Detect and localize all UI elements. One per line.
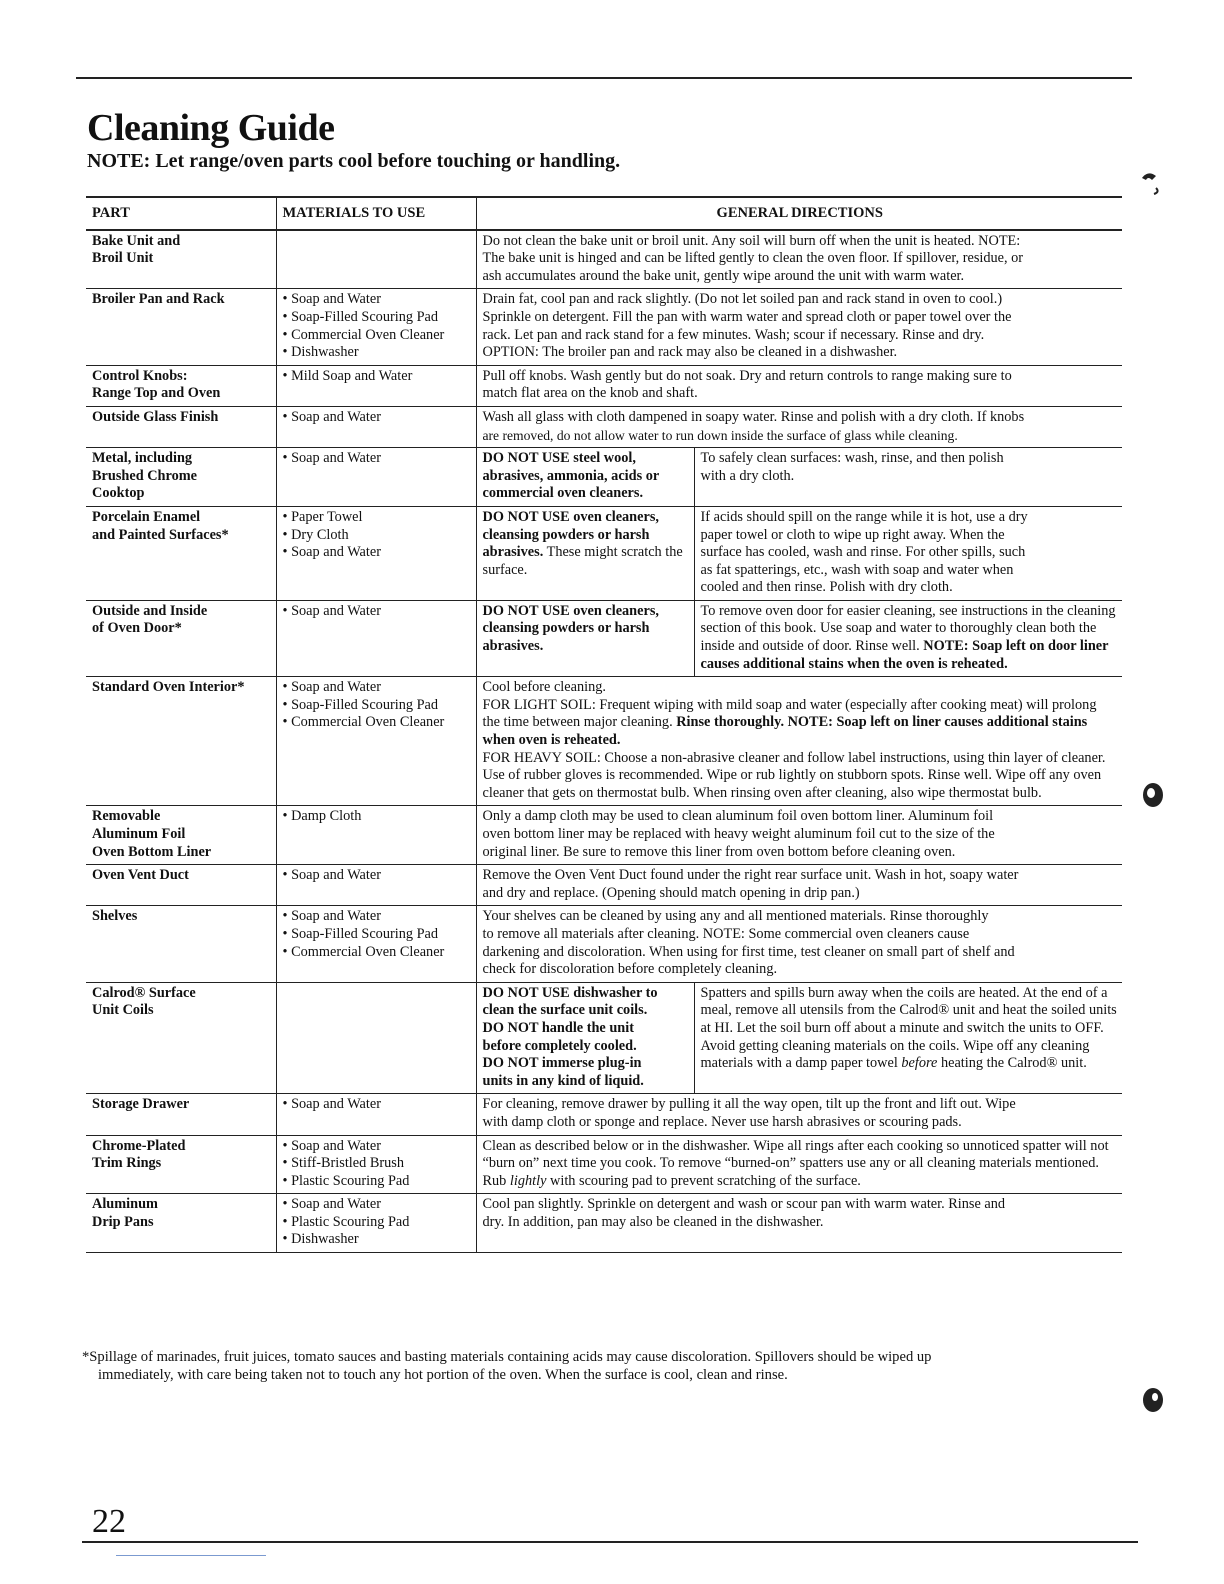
material-item: • Dishwasher [282, 1231, 359, 1248]
margin-mark-icon [1138, 168, 1164, 198]
header-directions: GENERAL DIRECTIONS [476, 197, 1122, 230]
direction-text [695, 507, 1123, 600]
warning-line: before completely cooled. [482, 1037, 637, 1054]
materials-cell [276, 506, 476, 600]
table-row [86, 1094, 1122, 1135]
material-item: • Commercial Oven Cleaner [282, 326, 445, 343]
part-cell [86, 506, 276, 600]
directions-cell [476, 982, 1122, 1094]
material-item: • Soap and Water [282, 908, 381, 925]
margin-mark-icon [1140, 1385, 1166, 1415]
part-line: Oven Bottom Liner [92, 843, 212, 860]
part-line: Broil Unit [92, 250, 154, 267]
cleaning-table [86, 196, 1122, 1253]
part-cell [86, 806, 276, 865]
direction-line: surface has cooled, wash and rinse. For other spills, such [700, 544, 1026, 561]
material-item: • Mild Soap and Water [282, 367, 413, 384]
direction-line: with a dry cloth. [700, 467, 795, 484]
footnote [82, 1348, 1122, 1384]
materials-cell [276, 1094, 476, 1135]
table-row [86, 906, 1122, 982]
part-line: Trim Rings [92, 1155, 162, 1172]
footnote-line: *Spillage of marinades, fruit juices, tomato sauces and basting materials containing acids may cause discoloration. Spillovers should be wiped up [82, 1349, 932, 1365]
footnote-line: immediately, with care being taken not to touch any hot portion of the oven. When the surface is cool, clean and rinse. [98, 1367, 788, 1383]
direction-line: oven bottom liner may be replaced with heavy weight aluminum foil cut to the size of the [482, 826, 995, 842]
header-materials: MATERIALS TO USE [276, 197, 476, 230]
directions-cell [476, 906, 1122, 982]
page-note: NOTE: Let range/oven parts cool before touching or handling. [87, 150, 621, 172]
warning-text [477, 448, 695, 506]
table-row [86, 1194, 1122, 1253]
part-cell [86, 865, 276, 906]
part-line: Broiler Pan and Rack [92, 291, 225, 308]
direction-plain: FOR LIGHT SOIL: Frequent wiping with mild soap and water (especially after cooking meat) will prolong the time between major cleaning. [482, 696, 1097, 731]
part-cell [86, 677, 276, 806]
direction-line: Pull off knobs. Wash gently but do not soak. Dry and return controls to range making sure to [482, 367, 1012, 384]
material-item: • Soap and Water [282, 867, 381, 884]
part-cell [86, 600, 276, 676]
direction-line: Cool before cleaning. [482, 679, 606, 696]
materials-cell [276, 1135, 476, 1194]
table-row [86, 1135, 1122, 1194]
direction-plain: To remove oven door for easier cleaning, see instructions in the cleaning section of this book. Use soap and water to thoroughly clean both the inside and outside of door. Rinse well. [700, 602, 1116, 655]
materials-cell [276, 448, 476, 507]
materials-cell [276, 289, 476, 365]
table-row [86, 982, 1122, 1094]
directions-cell [476, 600, 1122, 676]
table-row [86, 806, 1122, 865]
materials-cell [276, 806, 476, 865]
material-item: • Soap and Water [282, 1196, 381, 1213]
materials-cell [276, 365, 476, 406]
warning-line: DO NOT USE oven cleaners, [482, 602, 659, 619]
direction-line: OPTION: The broiler pan and rack may also be cleaned in a dishwasher. [482, 344, 898, 361]
directions-cell [476, 865, 1122, 906]
direction-plain: Spatters and spills burn away when the coils are heated. At the end of a meal, remove all utensils from the Calrod® unit and heat the soiled units at HI. Let the soil burn off about a minute and switch the units to OFF. Avoid getting cleaning materials on the coils. Wipe off any cleaning materials with a damp paper towel [700, 984, 1117, 1072]
part-line: Calrod® Surface [92, 984, 196, 1001]
directions-cell [476, 230, 1122, 289]
direction-end: with scouring pad to prevent scratching of the surface. [546, 1172, 861, 1189]
part-line: and Painted Surfaces* [92, 526, 229, 543]
warning-line: DO NOT immerse plug-in [482, 1055, 642, 1072]
part-line: Drip Pans [92, 1213, 154, 1230]
part-line: Aluminum [92, 1196, 158, 1213]
part-line: Storage Drawer [92, 1096, 190, 1113]
part-line: Porcelain Enamel [92, 508, 201, 525]
warning-line: abrasives. [482, 638, 544, 655]
table-row [86, 448, 1122, 507]
warning-text [477, 983, 695, 1094]
direction-bold: NOTE: Soap left on door liner causes additional stains when the oven is reheated. [700, 638, 1109, 672]
part-line: Metal, including [92, 450, 193, 467]
material-item: • Soap and Water [282, 544, 381, 561]
part-line: Aluminum Foil [92, 826, 186, 842]
part-cell [86, 365, 276, 406]
warning-plain: These might scratch the surface. [482, 544, 683, 578]
part-cell [86, 1094, 276, 1135]
directions-cell [476, 406, 1122, 447]
material-item: • Soap and Water [282, 1096, 381, 1113]
material-item: • Soap and Water [282, 408, 381, 425]
table-row [86, 406, 1122, 447]
directions-cell [476, 677, 1122, 806]
warning-line: clean the surface unit coils. [482, 1002, 648, 1019]
material-item: • Soap and Water [282, 1137, 381, 1154]
materials-cell [276, 982, 476, 1094]
directions-cell [476, 806, 1122, 865]
material-item: • Soap and Water [282, 679, 381, 696]
part-line: Bake Unit and [92, 232, 181, 249]
margin-mark-icon [1140, 780, 1166, 810]
direction-line: darkening and discoloration. When using for first time, test cleaner on small part of shelf and [482, 943, 1015, 960]
part-cell [86, 448, 276, 507]
table-row [86, 289, 1122, 365]
materials-cell [276, 1194, 476, 1253]
direction-line: For cleaning, remove drawer by pulling it all the way open, tilt up the front and lift out. Wipe [482, 1096, 1016, 1113]
table-header-row [86, 197, 1122, 230]
warning-line: DO NOT USE dishwasher to [482, 984, 658, 1001]
material-item: • Paper Towel [282, 508, 363, 525]
part-cell [86, 1194, 276, 1253]
part-cell [86, 406, 276, 447]
warning-line: units in any kind of liquid. [482, 1072, 644, 1089]
directions-cell [476, 506, 1122, 600]
warning-text [477, 601, 695, 676]
directions-cell [476, 448, 1122, 507]
material-item: • Plastic Scouring Pad [282, 1172, 410, 1189]
part-line: Oven Vent Duct [92, 867, 189, 884]
table-row [86, 677, 1122, 806]
part-line: Unit Coils [92, 1002, 154, 1019]
direction-line: with damp cloth or sponge and replace. Never use harsh abrasives or scouring pads. [482, 1113, 962, 1130]
direction-text [695, 448, 1123, 506]
material-item: • Commercial Oven Cleaner [282, 943, 445, 960]
warning-line: abrasives, ammonia, acids or [482, 467, 660, 484]
part-cell [86, 230, 276, 289]
material-item: • Stiff-Bristled Brush [282, 1155, 405, 1172]
direction-line: Your shelves can be cleaned by using any and all mentioned materials. Rinse thoroughly [482, 908, 989, 925]
direction-line: to remove all materials after cleaning. NOTE: Some commercial oven cleaners cause [482, 925, 970, 942]
materials-cell [276, 906, 476, 982]
bottom-tab-line [116, 1555, 266, 1556]
part-line: Standard Oven Interior* [92, 679, 245, 696]
material-item: • Damp Cloth [282, 808, 362, 825]
direction-end: heating the Calrod® unit. [937, 1055, 1087, 1072]
direction-text [695, 601, 1123, 676]
warning-line: DO NOT USE steel wool, [482, 450, 636, 467]
material-item: • Soap-Filled Scouring Pad [282, 925, 439, 942]
direction-italic: before [901, 1055, 938, 1072]
directions-cell [476, 1194, 1122, 1253]
table-row [86, 230, 1122, 289]
direction-paragraph [483, 697, 1118, 750]
part-line: Shelves [92, 908, 138, 925]
direction-line: Drain fat, cool pan and rack slightly. (Do not let soiled pan and rack stand in oven to cool.) [482, 291, 1003, 308]
direction-line: check for discoloration before completely cleaning. [482, 961, 778, 978]
direction-line: If acids should spill on the range while it is hot, use a dry [700, 508, 1028, 525]
table-row [86, 865, 1122, 906]
direction-line: original liner. Be sure to remove this liner from oven bottom before cleaning oven. [482, 843, 956, 860]
material-item: • Soap and Water [282, 291, 381, 308]
direction-line: as fat spatterings, etc., wash with soap and water when [700, 561, 1014, 578]
materials-cell [276, 677, 476, 806]
part-cell [86, 906, 276, 982]
directions-cell [476, 289, 1122, 365]
direction-line: and dry and replace. (Opening should match opening in drip pan.) [482, 884, 860, 901]
part-line: Chrome-Plated [92, 1137, 186, 1154]
part-cell [86, 289, 276, 365]
direction-line: The bake unit is hinged and can be lifted gently to clean the oven floor. If spillover, residue, or [482, 250, 1024, 267]
material-item: • Plastic Scouring Pad [282, 1213, 410, 1230]
warning-line: commercial oven cleaners. [482, 485, 644, 502]
materials-cell [276, 406, 476, 447]
part-line: Outside and Inside [92, 602, 208, 619]
direction-line: Sprinkle on detergent. Fill the pan with warm water and spread cloth or paper towel over the [482, 308, 1012, 325]
direction-line: paper towel or cloth to wipe up right away. When the [700, 526, 1005, 543]
direction-bold: Rinse thoroughly. NOTE: Soap left on liner causes additional stains when oven is reheated. [482, 714, 1088, 749]
material-item: • Soap-Filled Scouring Pad [282, 308, 439, 325]
material-item: • Soap-Filled Scouring Pad [282, 696, 439, 713]
direction-line: Do not clean the bake unit or broil unit. Any soil will burn off when the unit is heated. NOTE: [482, 232, 1021, 249]
table-row [86, 506, 1122, 600]
direction-line: are removed, do not allow water to run down inside the surface of glass while cleaning. [482, 427, 958, 443]
materials-cell [276, 865, 476, 906]
directions-cell [476, 1094, 1122, 1135]
direction-line: Wash all glass with cloth dampened in soapy water. Rinse and polish with a dry cloth. If knobs [482, 408, 1025, 425]
material-item: • Dry Cloth [282, 526, 349, 543]
table-row [86, 600, 1122, 676]
direction-text [695, 983, 1123, 1094]
direction-line: To safely clean surfaces: wash, rinse, and then polish [700, 450, 1004, 467]
page-title: Cleaning Guide [87, 107, 335, 149]
table-row [86, 365, 1122, 406]
direction-line: Remove the Oven Vent Duct found under the right rear surface unit. Wash in hot, soapy water [482, 867, 1019, 884]
material-item: • Dishwasher [282, 344, 359, 361]
page-number: 22 [92, 1503, 126, 1540]
warning-line: cleansing powders or harsh [482, 620, 650, 637]
direction-plain: Clean as described below or in the dishwasher. Wipe all rings after each cooking so unnoticed spatter will not “burn on” next time you cook. To remove “burned-on” spatters use any or all cleaning materials mentioned. Rub [482, 1137, 1109, 1189]
material-item: • Soap and Water [282, 450, 381, 467]
material-item: • Soap and Water [282, 602, 381, 619]
part-line: Removable [92, 808, 161, 825]
direction-paragraph: FOR HEAVY SOIL: Choose a non-abrasive cleaner and follow label instructions, using thin layer of cleaner. Use of rubber gloves is recommended. Wipe or rub lightly on stubborn spots. Rinse well. Wipe off any oven cleaner that gets on thermostat bulb. When rinsing oven after cleaning, also wipe thermostat bulb. [482, 749, 1106, 801]
part-line: Brushed Chrome [92, 467, 197, 484]
directions-cell [476, 365, 1122, 406]
materials-cell [276, 600, 476, 676]
warning-bold: DO NOT USE oven cleaners, cleansing powders or harsh abrasives. [482, 508, 659, 561]
material-item: • Commercial Oven Cleaner [282, 714, 445, 731]
header-part: PART [86, 197, 276, 230]
direction-line: dry. In addition, pan may also be cleaned in the dishwasher. [482, 1213, 824, 1230]
direction-line: rack. Let pan and rack stand for a few minutes. Wash; scour if necessary. Rinse and dry. [482, 326, 985, 343]
direction-italic: lightly [509, 1172, 547, 1189]
part-line: of Oven Door* [92, 620, 182, 637]
part-line: Control Knobs: [92, 367, 188, 384]
part-line: Cooktop [92, 485, 145, 502]
top-rule [76, 77, 1132, 79]
part-cell [86, 982, 276, 1094]
materials-cell [276, 230, 476, 289]
part-line: Range Top and Oven [92, 385, 221, 402]
direction-line: ash accumulates around the bake unit, gently wipe around the unit with warm water. [482, 267, 965, 284]
warning-line: DO NOT handle the unit [482, 1019, 634, 1036]
direction-line: match flat area on the knob and shaft. [482, 385, 698, 402]
warning-text [477, 507, 695, 600]
direction-line: Only a damp cloth may be used to clean aluminum foil oven bottom liner. Aluminum foil [482, 808, 994, 825]
directions-cell [476, 1135, 1122, 1194]
direction-line: cooled and then rinse. Polish with dry cloth. [700, 579, 953, 596]
direction-line: Cool pan slightly. Sprinkle on detergent and wash or scour pan with warm water. Rinse and [482, 1196, 1006, 1213]
part-cell [86, 1135, 276, 1194]
bottom-rule [82, 1541, 1138, 1543]
part-line: Outside Glass Finish [92, 408, 219, 425]
